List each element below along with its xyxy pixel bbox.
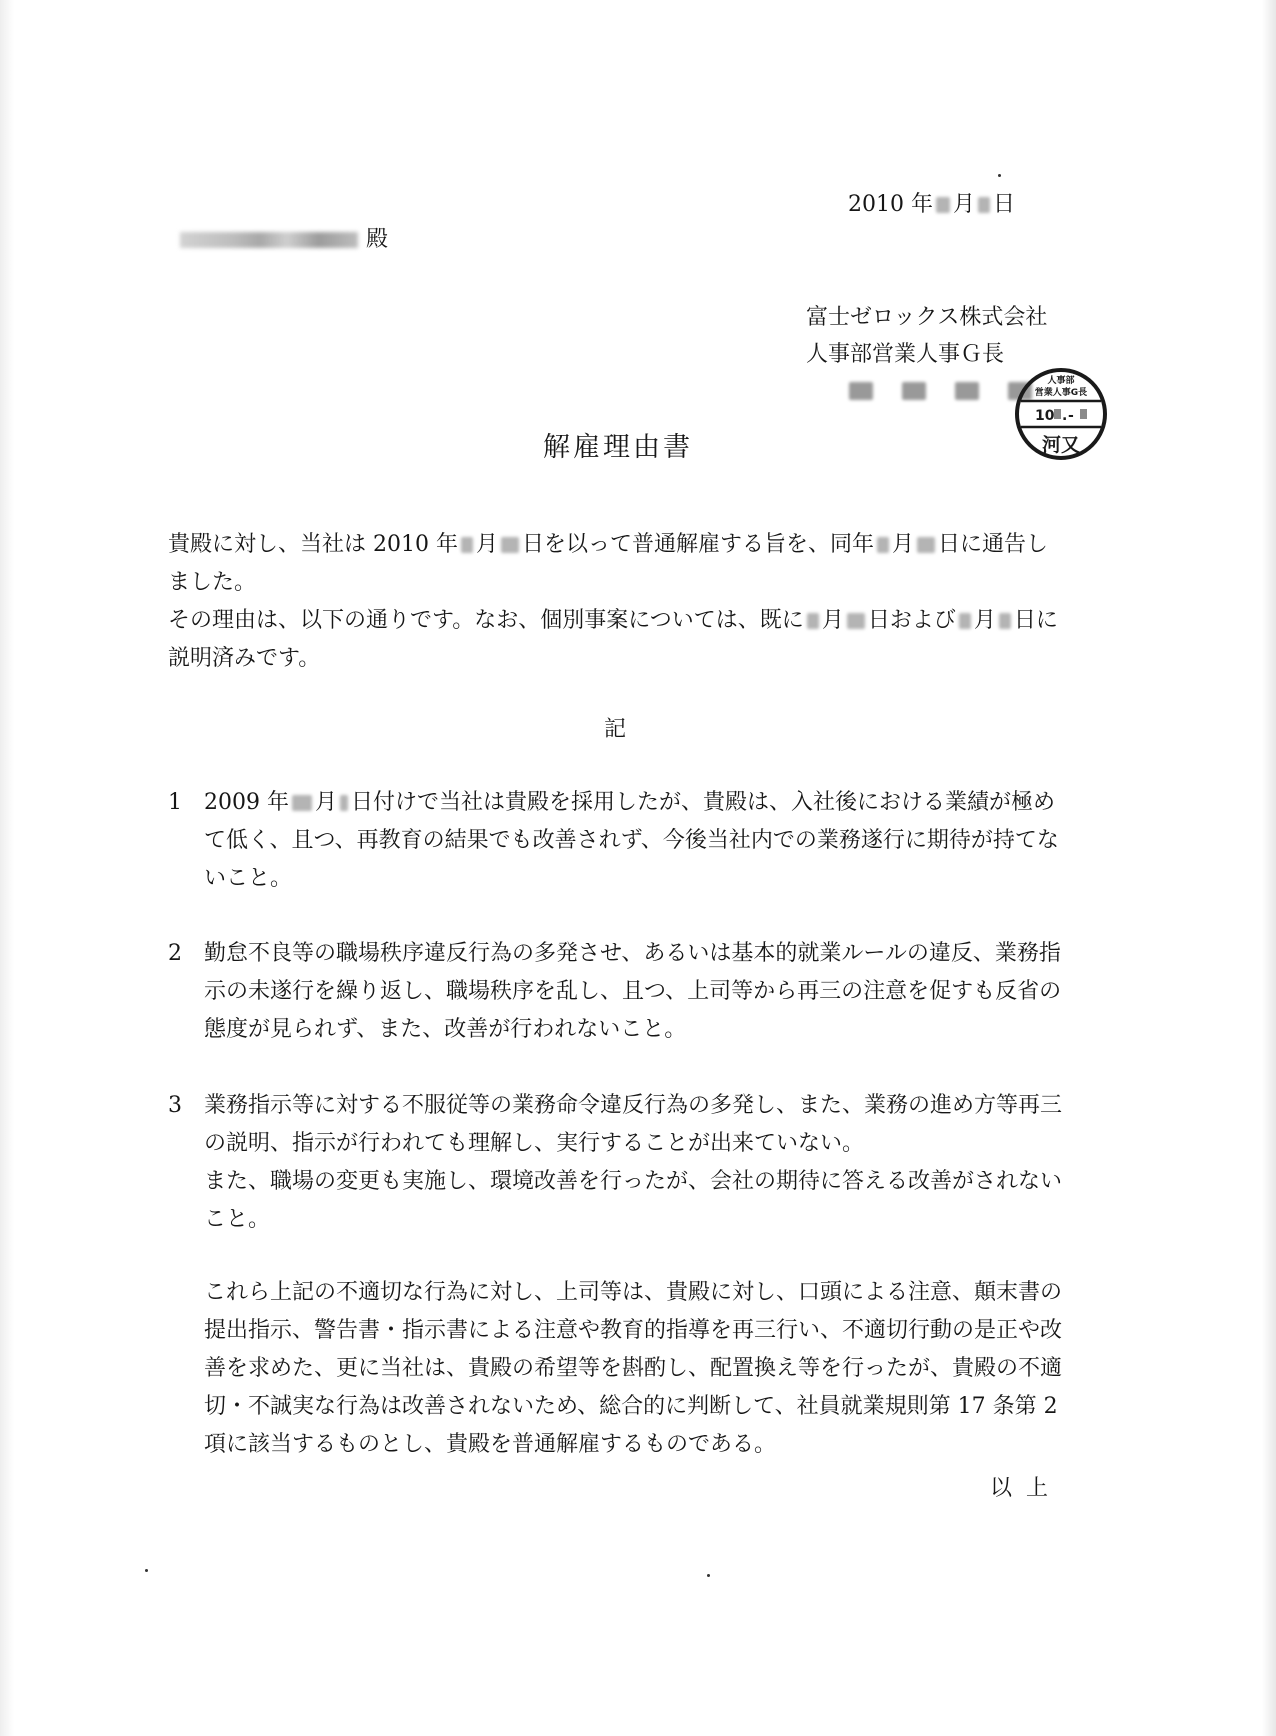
- sender-company: 富士ゼロックス株式会社: [806, 305, 1048, 330]
- redacted-notice-month: [877, 537, 889, 553]
- reason-item-number: 2: [168, 941, 182, 966]
- redacted-notice-day: [917, 537, 935, 553]
- reason-item-text: 2009 年 月 日付けで当社は貴殿を採用したが、貴殿は、入社後における業績が極めて低く、且つ、再教育の結果でも改善されず、今後当社内での業務遂行に期待が持てないこと。: [204, 790, 1059, 891]
- redacted-month: [936, 197, 950, 213]
- redacted-explain-day-1: [847, 613, 865, 629]
- date-year: 2010 年: [848, 192, 933, 217]
- scan-speck: [998, 174, 1001, 177]
- addressee: [180, 228, 388, 252]
- date-day-label: 日: [993, 192, 1016, 217]
- scan-edge-left: [0, 0, 14, 1736]
- intro-line-1: 貴殿に対し、当社は 2010 年 月 日を以って普通解雇する旨を、同年 月 日に通告しました。: [168, 532, 1049, 595]
- sender-department: 人事部営業人事Ｇ長: [806, 342, 1005, 367]
- seal-date-sep: -: [1068, 408, 1074, 424]
- closing-paragraph: これら上記の不適切な行為に対し、上司等は、貴殿に対し、口頭による注意、顛末書の提出指示、警告書・指示書による注意や教育的指導を再三行い、不適切行動の是正や改善を求めた、更に当社は、貴殿の希望等を斟酌し、配置換え等を行ったが、貴殿の不適切・不誠実な行為は改善されないため、総合的に判断して、社員就業規則第 17 条第 2 項に該当するものとし、貴殿を普通解雇するものである。: [204, 1280, 1063, 1457]
- seal-top-line2: 営業人事G長: [1034, 388, 1088, 398]
- scan-speck: [145, 1569, 148, 1572]
- addressee-suffix: 殿: [366, 227, 389, 252]
- reason-item-text: 業務指示等に対する不服従等の業務命令違反行為の多発し、また、業務の進め方等再三の説明、指示が行われても理解し、実行することが出来ていない。: [204, 1093, 1063, 1156]
- note-heading: 記: [604, 717, 627, 742]
- seal-date-redaction: [1054, 409, 1061, 419]
- redacted-hire-day: [340, 795, 348, 811]
- scan-edge-right: [1262, 0, 1276, 1736]
- document-ending: 以上: [990, 1476, 1063, 1501]
- reason-item-number: 3: [168, 1093, 182, 1118]
- seal-surname: 河又: [1041, 434, 1081, 456]
- redacted-explain-day-2: [999, 613, 1011, 629]
- seal-date-mid: .: [1062, 408, 1068, 424]
- date-month-label: 月: [952, 192, 975, 217]
- seal-top-line1: 人事部: [1047, 376, 1075, 386]
- redacted-day: [978, 197, 990, 213]
- reason-item-number: 1: [168, 790, 182, 815]
- redacted-explain-month-2: [959, 613, 971, 629]
- document-title: 解雇理由書: [543, 432, 693, 463]
- scan-speck: [707, 1574, 710, 1577]
- redacted-dismissal-month: [461, 537, 473, 553]
- seal-date-redaction-2: [1080, 409, 1087, 419]
- redacted-dismissal-day: [501, 537, 519, 553]
- seal-date: [1035, 408, 1087, 424]
- intro-paragraph: [168, 526, 1070, 678]
- seal-date-prefix: 10: [1035, 408, 1055, 424]
- redacted-hire-month: [292, 795, 312, 811]
- redacted-addressee-name: [180, 232, 358, 248]
- issue-date: [848, 193, 1015, 217]
- reason-item-text: 勤怠不良等の職場秩序違反行為の多発させ、あるいは基本的就業ルールの違反、業務指示の未遂行を繰り返し、職場秩序を乱し、且つ、上司等から再三の注意を促すも反省の態度が見られず、また、改善が行われないこと。: [204, 941, 1062, 1042]
- reason-item-3-continuation: また、職場の変更も実施し、環境改善を行ったが、会社の期待に答える改善がされないこと。: [204, 1169, 1063, 1232]
- intro-line-2: その理由は、以下の通りです。なお、個別事案については、既に 月 日および 月 日に説明済みです。: [168, 608, 1058, 671]
- redacted-explain-month-1: [807, 613, 819, 629]
